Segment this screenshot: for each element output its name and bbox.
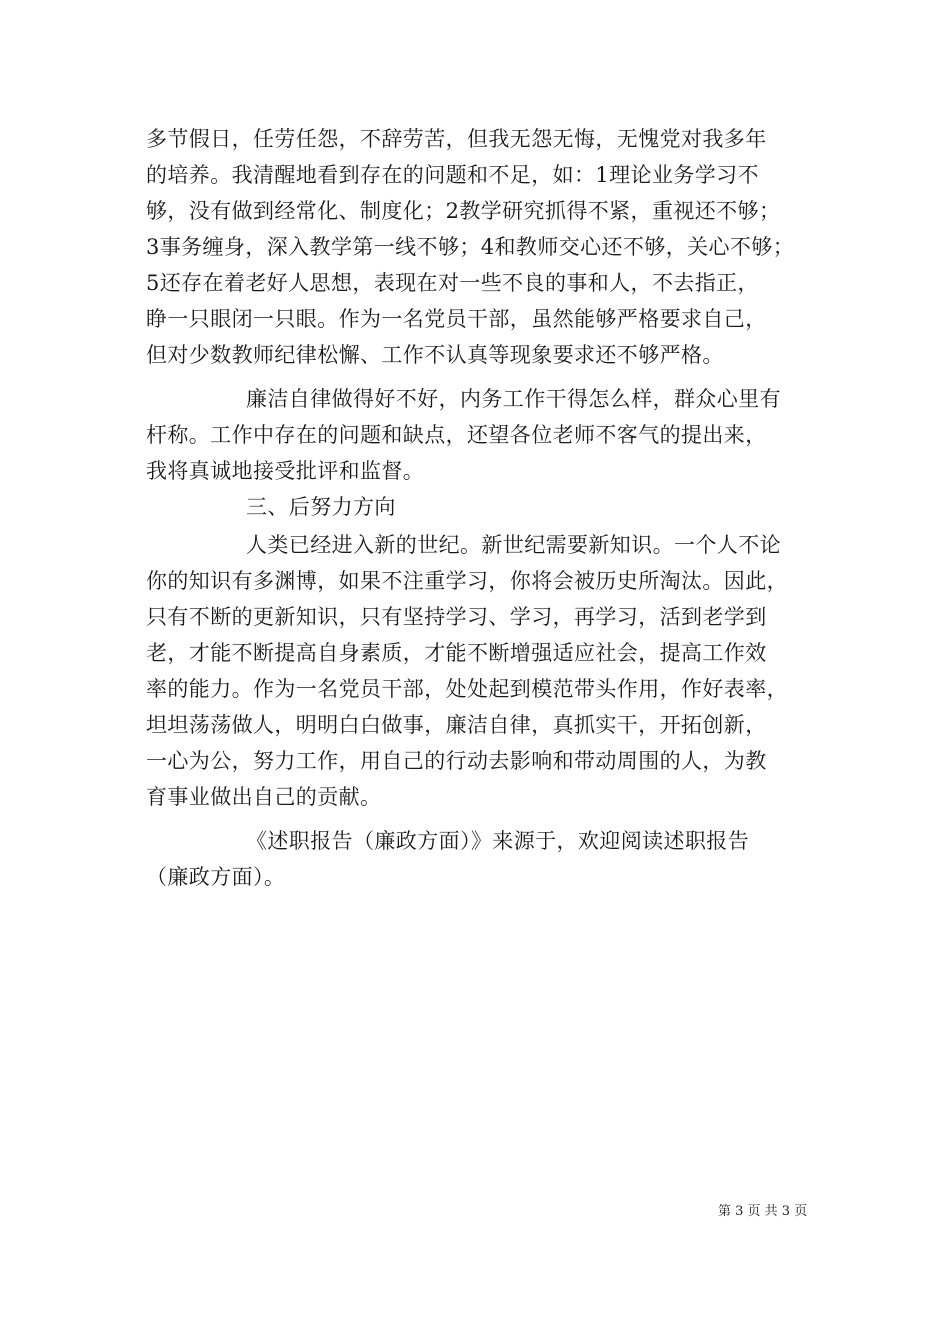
paragraph-line: 老，才能不断提高自身素质，才能不断增强适应社会，提高工作效: [146, 641, 767, 665]
paragraph-line: 只有不断的更新知识，只有坚持学习、学习，再学习，活到老学到: [146, 605, 767, 629]
paragraph-line: 率的能力。作为一名党员干部，处处起到模范带头作用，作好表率，: [146, 677, 788, 701]
paragraph-line: 多节假日，任劳任怨，不辞劳苦，但我无怨无悔，无愧党对我多年: [146, 127, 767, 151]
paragraph-line: 但对少数教师纪律松懈、工作不认真等现象要求还不够严格。: [146, 343, 724, 367]
paragraph-line: 睁一只眼闭一只眼。作为一名党员干部，虽然能够严格要求自己，: [146, 307, 767, 331]
section-heading: 三、后努力方向: [246, 495, 396, 519]
paragraph-line: 坦坦荡荡做人，明明白白做事，廉洁自律，真抓实干，开拓创新，: [146, 713, 767, 737]
paragraph-line: 杆称。工作中存在的问题和缺点，还望各位老师不客气的提出来，: [146, 423, 767, 447]
paragraph-line: 一心为公，努力工作，用自己的行动去影响和带动周围的人，为教: [146, 749, 767, 773]
paragraph-line: （廉政方面）。: [146, 865, 286, 889]
paragraph-line: 《述职报告（廉政方面）》来源于，欢迎阅读述职报告: [246, 829, 750, 853]
paragraph-line: 够，没有做到经常化、制度化；2教学研究抓得不紧，重视还不够；: [146, 199, 781, 223]
paragraph-line: 我将真诚地接受批评和监督。: [146, 459, 425, 483]
paragraph-line: 人类已经进入新的世纪。新世纪需要新知识。一个人不论: [246, 533, 781, 557]
paragraph-line: 廉洁自律做得好不好，内务工作干得怎么样，群众心里有: [246, 387, 781, 411]
paragraph-line: 3事务缠身，深入教学第一线不够；4和教师交心还不够，关心不够；: [146, 235, 795, 259]
page-number-footer: 第 3 页 共 3 页: [718, 1204, 808, 1219]
paragraph-line: 你的知识有多渊博，如果不注重学习，你将会被历史所淘汰。因此，: [146, 569, 788, 593]
paragraph-line: 5还存在着老好人思想，表现在对一些不良的事和人，不去指正，: [146, 271, 759, 295]
paragraph-line: 育事业做出自己的贡献。: [146, 785, 382, 809]
paragraph-line: 的培养。我清醒地看到存在的问题和不足，如：1理论业务学习不: [146, 163, 759, 187]
